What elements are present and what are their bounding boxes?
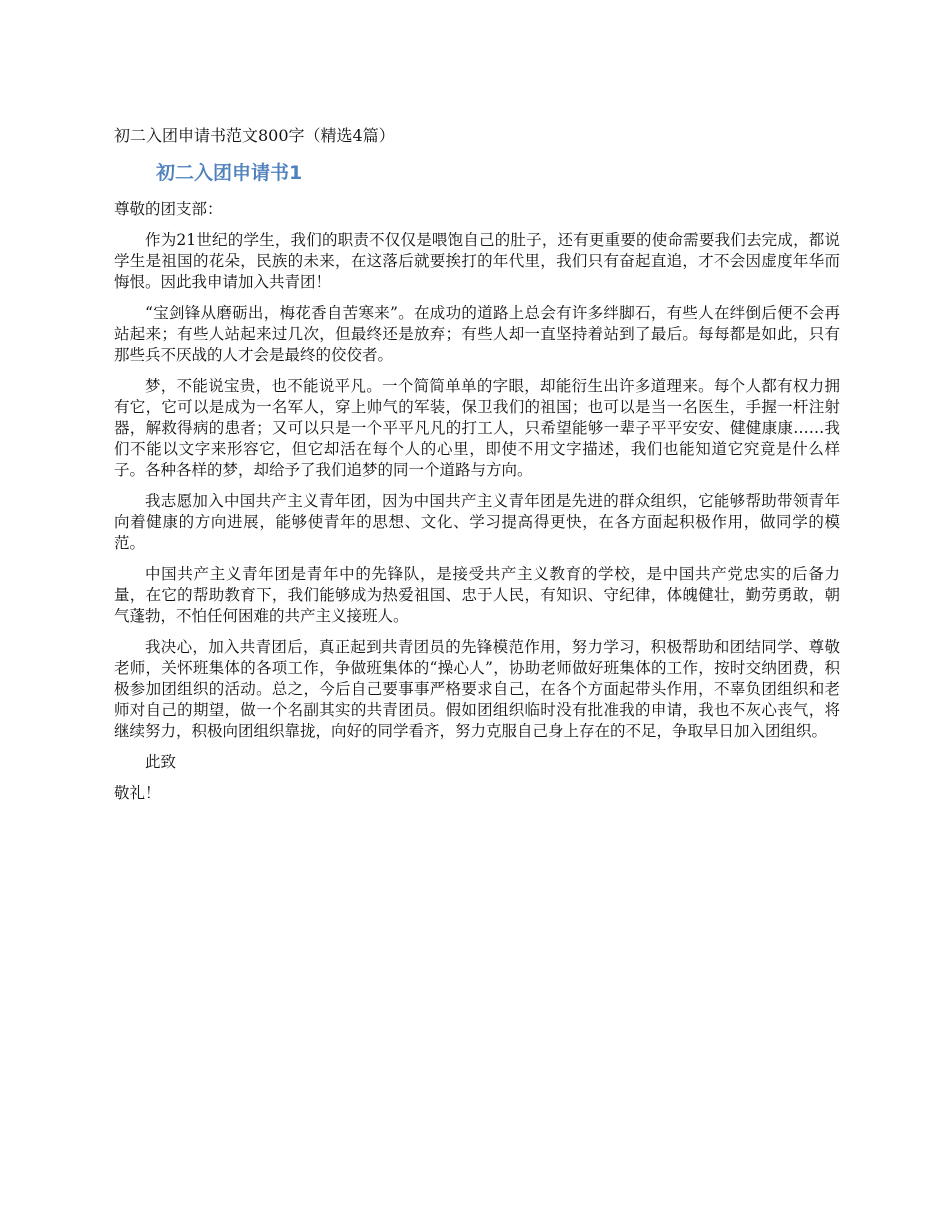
salutation: 尊敬的团支部： <box>114 200 223 218</box>
document-page <box>114 124 840 804</box>
body-paragraph: 梦，不能说宝贵，也不能说平凡。一个简简单单的字眼，却能衍生出许多道理来。每个人都有权力拥有它，它可以是成为一名军人，穿上帅气的军装，保卫我们的祖国；也可以是当一名医生，手握一杆注射器，解救得病的患者；又可以只是一个平平凡凡的打工人，只希望能够一辈子平平安安、健健康康……我们不能以文字来形容它，但它却活在每个人的心里，即使不用文字描述，我们也能知道它究竟是什么样子。各种各样的梦，却给予了我们追梦的同一个道路与方向。 <box>114 377 840 479</box>
closing-line: 此致 <box>145 753 177 771</box>
section-heading: 初二入团申请书1 <box>156 162 303 184</box>
body-paragraph: “宝剑锋从磨砺出，梅花香自苦寒来”。在成功的道路上总会有许多绊脚石，有些人在绊倒后便不会再站起来；有些人站起来过几次，但最终还是放弃；有些人却一直坚持着站到了最后。每每都是如此，只有那些兵不厌战的人才会是最终的佼佼者。 <box>114 304 840 364</box>
body-paragraph: 作为21世纪的学生，我们的职责不仅仅是喂饱自己的肚子，还有更重要的使命需要我们去完成，都说学生是祖国的花朵，民族的未来，在这落后就要挨打的年代里，我们只有奋起直追，才不会因虚度年华而悔恨。因此我申请加入共青团！ <box>114 231 840 291</box>
body-paragraph: 中国共产主义青年团是青年中的先锋队，是接受共产主义教育的学校，是中国共产党忠实的后备力量，在它的帮助教育下，我们能够成为热爱祖国、忠于人民，有知识、守纪律，体魄健壮，勤劳勇敢，朝气蓬勃，不怕任何困难的共产主义接班人。 <box>114 565 840 625</box>
body-paragraph: 我决心，加入共青团后，真正起到共青团员的先锋模范作用，努力学习，积极帮助和团结同学、尊敬老师，关怀班集体的各项工作，争做班集体的“操心人”，协助老师做好班集体的工作，按时交纳团费，积极参加团组织的活动。总之，今后自己要事事严格要求自己，在各个方面起带头作用，不辜负团组织和老师对自己的期望，做一个名副其实的共青团员。假如团组织临时没有批准我的申请，我也不灰心丧气，将继续努力，积极向团组织靠拢，向好的同学看齐，努力克服自己身上存在的不足，争取早日加入团组织。 <box>114 638 840 740</box>
regards-line: 敬礼！ <box>114 784 161 802</box>
body-paragraph: 我志愿加入中国共产主义青年团，因为中国共产主义青年团是先进的群众组织，它能够帮助带领青年向着健康的方向进展，能够使青年的思想、文化、学习提高得更快，在各方面起积极作用，做同学的模范。 <box>114 492 840 552</box>
document-title: 初二入团申请书范文800字（精选4篇） <box>114 126 395 145</box>
